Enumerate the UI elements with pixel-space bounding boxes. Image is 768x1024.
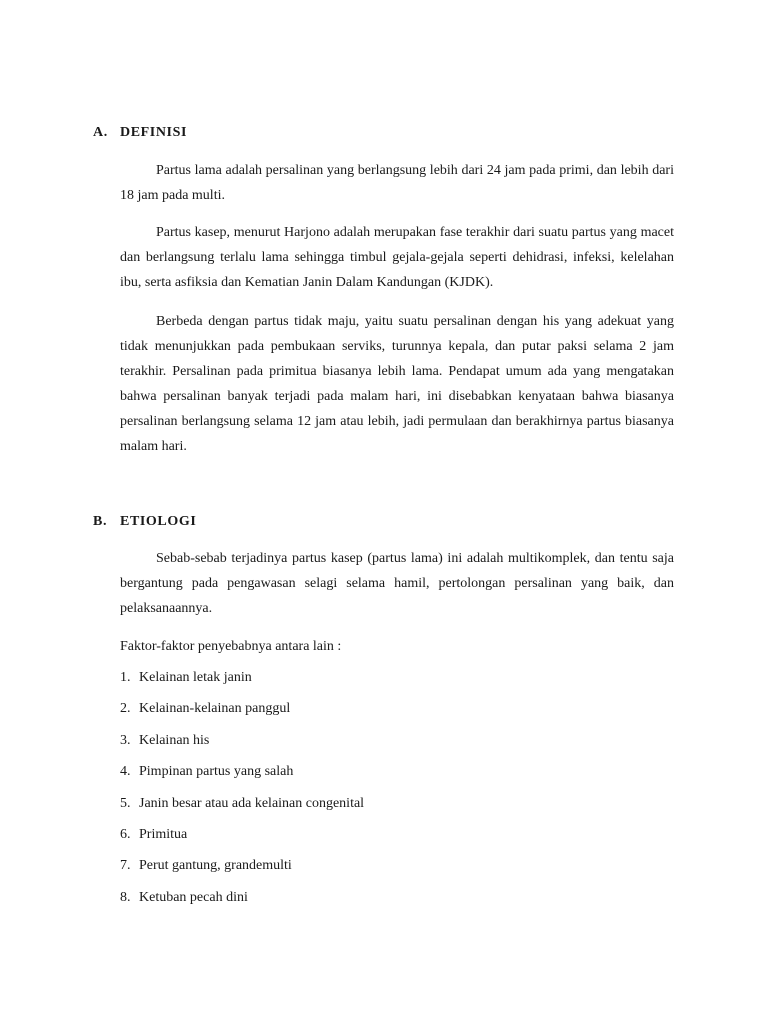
section-letter: A.: [93, 125, 108, 140]
section-title: ETIOLOGI: [120, 514, 197, 529]
section-heading-etiologi: [93, 514, 196, 530]
section-letter: B.: [93, 514, 108, 529]
section-title: DEFINISI: [120, 125, 188, 140]
paragraph: Partus lama adalah persalinan yang berlangsung lebih dari 24 jam pada primi, dan lebih dari 18 jam pada multi.: [120, 163, 674, 203]
list-item: 6. Primitua: [120, 826, 188, 842]
paragraph: Sebab-sebab terjadinya partus kasep (partus lama) ini adalah multikomplek, dan tentu saja bergantung pada pengawasan selagi selama hamil, pertolongan persalinan yang baik, dan pelaksanaannya.: [120, 551, 674, 616]
cause-list: [120, 671, 364, 922]
list-item: 4. Pimpinan partus yang salah: [120, 764, 294, 780]
list-item: 1. Kelainan letak janin: [120, 670, 252, 685]
list-item: 8. Ketuban pecah dini: [120, 889, 248, 905]
list-item: 7. Perut gantung, grandemulti: [120, 858, 292, 874]
list-item: 5. Janin besar atau ada kelainan congenital: [120, 795, 365, 811]
paragraph: Partus kasep, menurut Harjono adalah merupakan fase terakhir dari suatu partus yang macet dan berlangsung terlalu lama sehingga timbul gejala-gejala seperti dehidrasi, infeksi, kelelahan ibu, serta asfiksia dan Kematian Janin Dalam Kandungan (KJDK).: [120, 225, 674, 290]
section-heading-definisi: [93, 125, 187, 141]
list-intro: Faktor-faktor penyebabnya antara lain :: [120, 639, 342, 654]
paragraph: Berbeda dengan partus tidak maju, yaitu suatu persalinan dengan his yang adekuat yang tidak menunjukkan pada pembukaan serviks, turunnya kepala, dan putar paksi selama 2 jam terakhir. Persalinan pada primitua biasanya lebih lama. Pendapat umum ada yang mengatakan bahwa persalinan banyak terjadi pada malam hari, ini disebabkan kenyataan bahwa biasanya persalinan berlangsung selama 12 jam atau lebih, jadi permulaan dan berakhirnya partus biasanya malam hari.: [120, 314, 674, 454]
list-item: 2. Kelainan-kelainan panggul: [120, 701, 291, 717]
list-item: 3. Kelainan his: [120, 732, 210, 748]
